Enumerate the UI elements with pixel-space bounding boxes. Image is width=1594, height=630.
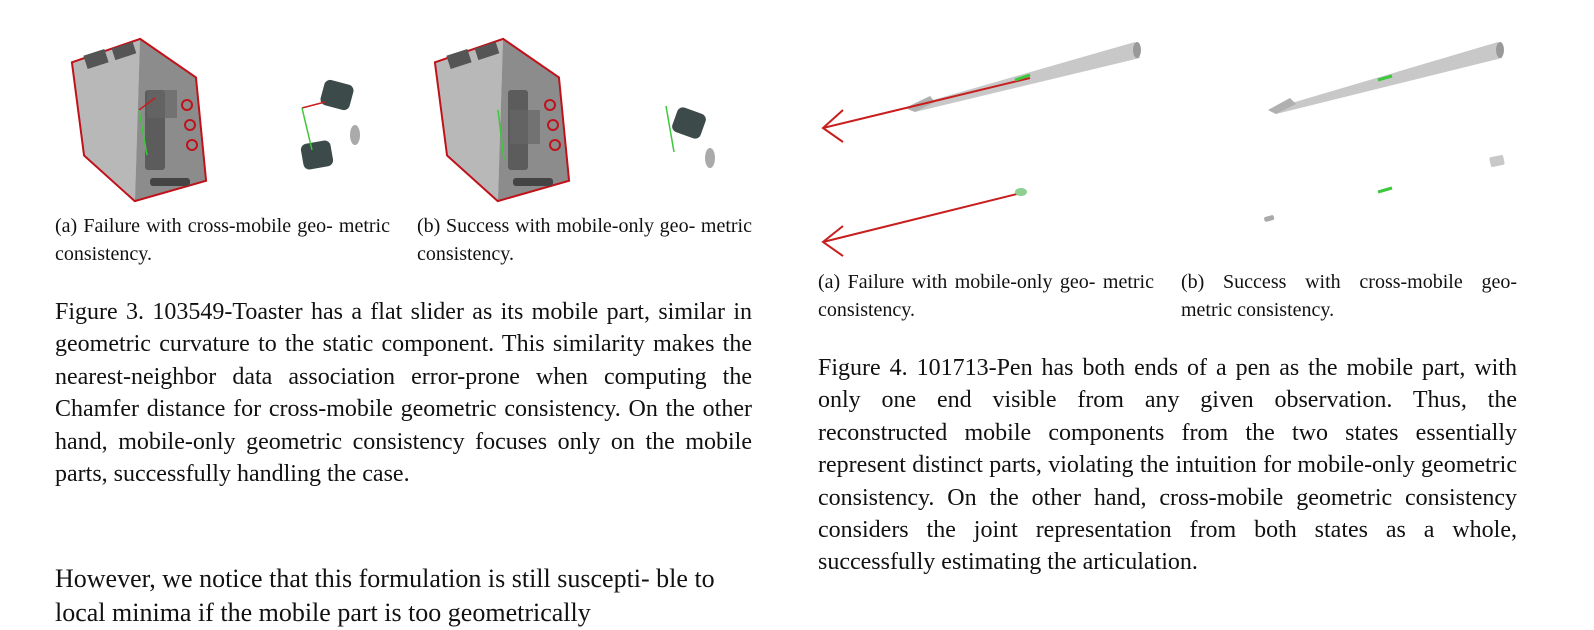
- figure3-caption: Figure 3. 103549-Toaster has a flat slider as its mobile part, similar in geometric curvature to the static component. This similarity makes the nearest-neighbor data association error-prone when computing the Chamfer distance for cross-mobile geometric consistency. On the other hand, mobile-only geometric consistency focuses only on the mobile parts, successfully handling the case.: [55, 299, 752, 488]
- figure3-subcaption-b: (b) Success with mobile-only geo- metric consistency.: [417, 215, 752, 265]
- figure4-subcaption-a: (a) Failure with mobile-only geo- metric consistency.: [818, 271, 1154, 321]
- figure4-caption: Figure 4. 101713-Pen has both ends of a pen as the mobile part, with only one end visible from any given observation. Thus, the reconstructed mobile components from the two states essentially represent distinct parts, violating the intuition for mobile-only geometric consistency. On the other hand, cross-mobile geometric consistency considers the joint representation from both states as a whole, successfully estimating the articulation.: [818, 355, 1517, 576]
- figure3-image-b: [418, 30, 593, 210]
- body-paragraph: However, we notice that this formulation is still suscepti- ble to local minima if the mobile part is too geometrically: [55, 564, 715, 627]
- figure3-image-a: [55, 30, 230, 210]
- figure3-image-b-parts: [660, 100, 730, 190]
- figure3-image-a-parts: [290, 70, 370, 180]
- figure4-subcaption-b: (b) Success with cross-mobile geo- metric consistency.: [1181, 271, 1517, 321]
- figure3-subcaption-a: (a) Failure with cross-mobile geo- metric consistency.: [55, 215, 390, 265]
- figure4-image-a: [815, 30, 1150, 260]
- figure4-image-b: [1180, 30, 1515, 260]
